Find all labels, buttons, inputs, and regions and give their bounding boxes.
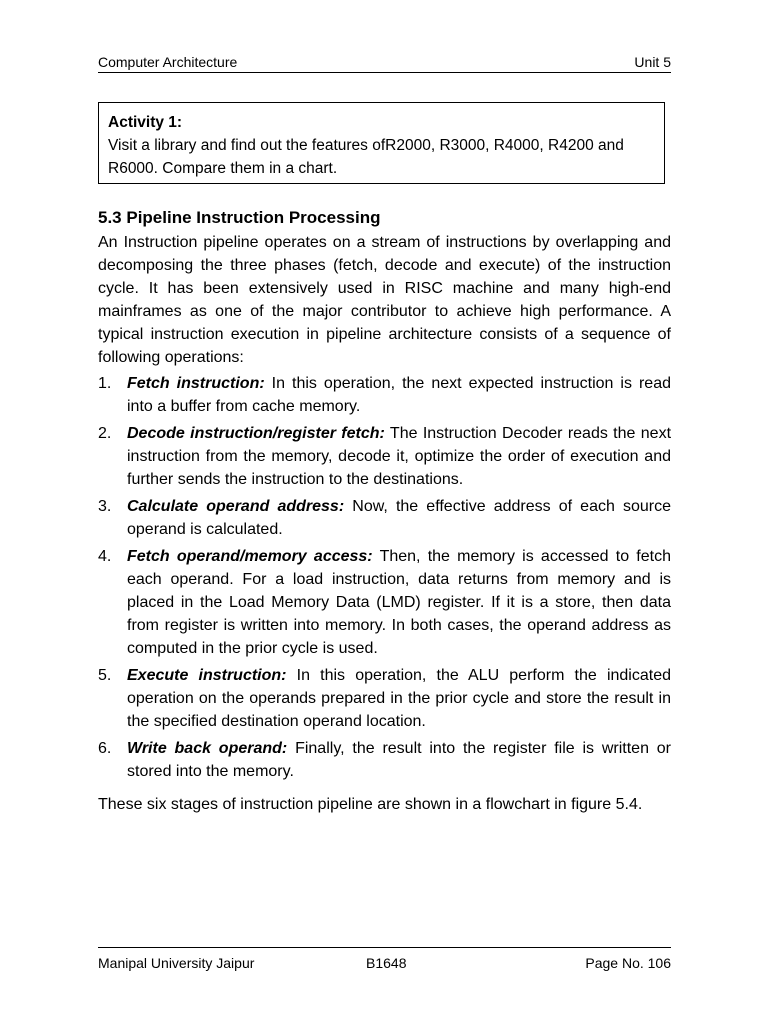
step-number: 2. bbox=[98, 425, 112, 442]
header-unit-label: Unit 5 bbox=[634, 54, 671, 70]
intro-paragraph: An Instruction pipeline operates on a stream of instructions by overlapping and decomposing the three phases (fetch, decode and execute) of the instruction cycle. It has been extensively used in RISC machine and many high-end mainframes as one of the major contributor to achieve high performance. A typical instruction execution in pipeline architecture consists of a sequence of following operations: bbox=[98, 234, 671, 366]
page-footer bbox=[98, 947, 671, 970]
list-item bbox=[98, 664, 671, 733]
step-text: In this operation, the ALU perform the indicated operation on the operands prepared in the prior cycle and store the result in the specified destination operand location. bbox=[127, 667, 671, 730]
step-text: In this operation, the next expected instruction is read into a buffer from cache memory. bbox=[127, 375, 671, 415]
step-text: Finally, the result into the register file is written or stored into the memory. bbox=[127, 740, 672, 780]
step-term: Write back operand: bbox=[127, 740, 288, 757]
activity-title: Activity 1: bbox=[108, 114, 183, 131]
step-number: 5. bbox=[98, 667, 112, 684]
step-term: Decode instruction/register fetch: bbox=[127, 425, 385, 442]
activity-body: Visit a library and find out the features ofR2000, R3000, R4000, R4200 and R6000. Compare them in a chart. bbox=[108, 137, 624, 177]
list-item bbox=[98, 422, 671, 491]
step-term: Calculate operand address: bbox=[127, 498, 345, 515]
step-term: Execute instruction: bbox=[127, 667, 287, 684]
footer-page-number: Page No. 106 bbox=[585, 955, 671, 971]
page-header bbox=[98, 52, 671, 73]
step-number: 3. bbox=[98, 498, 112, 515]
operation-steps-list bbox=[98, 372, 671, 787]
step-term: Fetch instruction: bbox=[127, 375, 265, 392]
step-number: 6. bbox=[98, 740, 112, 757]
step-text: Then, the memory is accessed to fetch each operand. For a load instruction, data returns from memory and is placed in the Load Memory Data (LMD) register. If it is a store, then data from register is written into memory. In both cases, the operand address as computed in the prior cycle is used. bbox=[127, 548, 671, 657]
list-item bbox=[98, 372, 671, 418]
step-number: 1. bbox=[98, 375, 112, 392]
step-term: Fetch operand/memory access: bbox=[127, 548, 373, 565]
list-item bbox=[98, 495, 671, 541]
step-number: 4. bbox=[98, 548, 112, 565]
step-text: Now, the effective address of each source operand is calculated. bbox=[127, 498, 672, 538]
closing-paragraph: These six stages of instruction pipeline are shown in a flowchart in figure 5.4. bbox=[98, 796, 643, 813]
footer-university: Manipal University Jaipur bbox=[98, 955, 255, 971]
section-heading: 5.3 Pipeline Instruction Processing bbox=[98, 208, 381, 227]
list-item bbox=[98, 545, 671, 660]
step-text: The Instruction Decoder reads the next instruction from the memory, decode it, optimize the order of execution and further sends the instruction to the destinations. bbox=[127, 425, 672, 488]
footer-code: B1648 bbox=[366, 955, 407, 971]
activity-box bbox=[98, 102, 665, 184]
list-item bbox=[98, 737, 671, 783]
header-course-title: Computer Architecture bbox=[98, 54, 238, 70]
